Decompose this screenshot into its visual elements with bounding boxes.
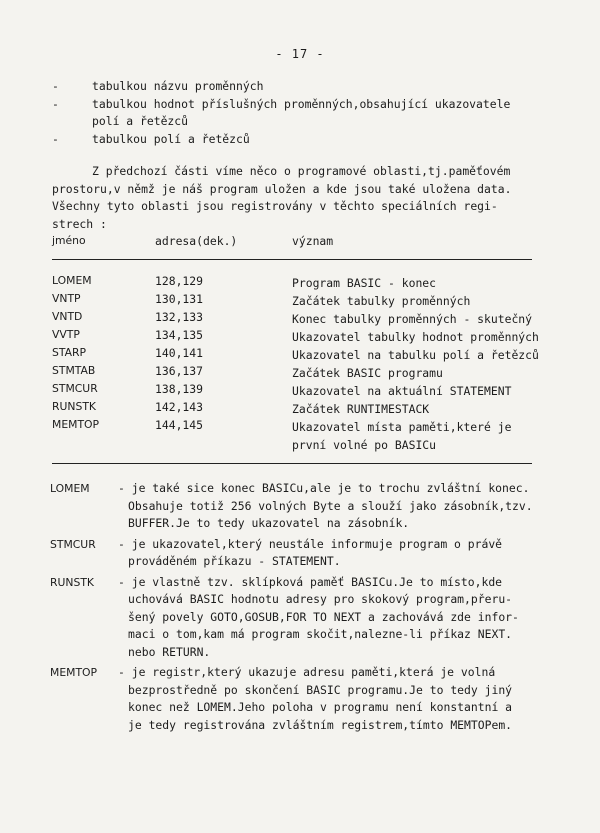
register-meaning: Ukazovatel tabulky hodnot proměnných (292, 330, 539, 344)
register-meaning: Začátek BASIC programu (292, 366, 443, 380)
register-name: LOMEM (52, 274, 92, 287)
note-key: LOMEM (50, 482, 90, 495)
header-address: adresa(dek.) (155, 234, 238, 248)
register-name: VNTP (52, 292, 81, 305)
register-address: 132,133 (155, 310, 204, 324)
register-meaning: Ukazovatel na aktuální STATEMENT (292, 384, 512, 398)
intro-line: Všechny tyto oblasti jsou registrovány v těchto speciálních regi- (52, 199, 498, 213)
register-address: 142,143 (155, 400, 204, 414)
register-address: 128,129 (155, 274, 204, 288)
note-text: - je vlastně tzv. sklípková paměť BASICu.Je to místo,kde uchovává BASIC hodnotu adresy pro skokový program,přeru- šený povely GOTO,GOSUB,FOR TO NEXT a zachovává zde infor- maci o tom,kam má program skočit,nalezne-li příkaz NEXT. nebo RETURN. (118, 574, 519, 659)
register-meaning: Začátek tabulky proměnných (292, 294, 471, 308)
bullet-list (52, 78, 552, 148)
table-row (52, 292, 552, 310)
bullet-item (52, 131, 552, 149)
page-number: - 17 - (275, 47, 325, 61)
intro-line: Z předchozí části víme něco o programové oblasti,tj.paměťovém (92, 164, 511, 178)
note-text: - je ukazovatel,který neustále informuje program o právě prováděném příkazu - STATEMENT. (118, 536, 503, 568)
note-item (50, 664, 550, 734)
note-text: - je také sice konec BASICu,ale je to trochu zvláštní konec. Obsahuje totiž 256 volných Byte a slouží jako zásobník,tzv. BUFFER.Je to tedy ukazovatel na zásobník. (118, 481, 533, 530)
table-row (52, 382, 552, 400)
note-item (50, 480, 550, 533)
table-bottom-rule (52, 463, 532, 464)
bullet-item (52, 96, 552, 131)
note-key: MEMTOP (50, 666, 98, 679)
table-row (52, 364, 552, 382)
bullet-dash: - (52, 79, 59, 93)
register-meaning: Začátek RUNTIMESTACK (292, 402, 430, 416)
bullet-text: tabulkou názvu proměnných (92, 79, 264, 93)
register-name: MEMTOP (52, 418, 100, 431)
bullet-item (52, 78, 552, 96)
register-meaning: Program BASIC - konec (292, 276, 437, 290)
note-item (50, 574, 550, 662)
note-key: RUNSTK (50, 575, 95, 589)
header-name: jméno (52, 234, 86, 247)
register-address: 144,145 (155, 418, 204, 432)
table-row (52, 328, 552, 346)
bullet-text: tabulkou polí a řetězců (92, 131, 250, 146)
table-header (52, 234, 552, 252)
note-text: - je registr,který ukazuje adresu paměti,která je volná bezprostředně po skončení BASIC programu.Je to tedy jiný konec než LOMEM.Jeho poloha v programu není konstantní a je tedy registrována zvláštním registrem,tímto MEMTOPem. (118, 665, 513, 732)
register-name: VVTP (52, 328, 80, 341)
register-meaning: Konec tabulky proměnných - skutečný (292, 312, 533, 326)
register-meaning: Ukazovatel místa paměti,které je první volné po BASICu (292, 420, 512, 452)
table-row (52, 310, 552, 328)
table-row (52, 274, 552, 292)
register-name: STMTAB (52, 364, 96, 377)
register-address: 134,135 (155, 328, 204, 342)
intro-line: prostoru,v němž je náš program uložen a kde jsou také uložena data. (52, 181, 512, 196)
table-row (52, 400, 552, 418)
bullet-text: tabulkou hodnot příslušných proměnných,obsahující ukazovatele polí a řetězců (92, 96, 511, 128)
register-name: VNTD (52, 310, 83, 323)
register-name: STARP (52, 346, 87, 359)
table-row (52, 346, 552, 364)
table-top-rule (52, 259, 532, 260)
intro-paragraph (52, 163, 552, 233)
note-item (50, 536, 550, 571)
table-row (52, 418, 552, 452)
register-address: 140,141 (155, 346, 204, 360)
register-address: 138,139 (155, 382, 204, 396)
register-notes (50, 480, 550, 737)
register-address: 130,131 (155, 292, 204, 306)
bullet-dash: - (52, 131, 59, 146)
header-meaning: význam (292, 234, 334, 248)
bullet-dash: - (52, 96, 59, 111)
register-address: 136,137 (155, 364, 204, 378)
register-name: STMCUR (52, 382, 98, 395)
note-key: STMCUR (50, 537, 96, 551)
register-name: RUNSTK (52, 400, 97, 413)
intro-line: strech : (52, 216, 107, 231)
register-meaning: Ukazovatel na tabulku polí a řetězců (292, 348, 539, 362)
